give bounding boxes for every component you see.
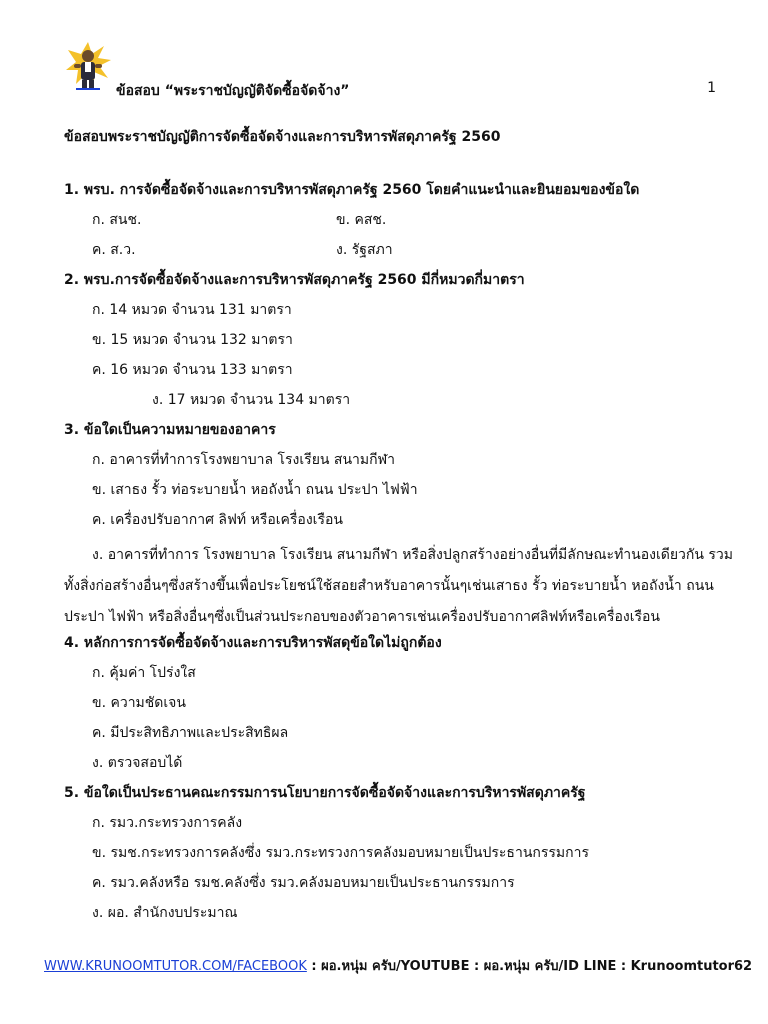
question-5: 5. ข้อใดเป็นประธานคณะกรรมการนโยบายการจัดซื้อจัดจ้างและการบริหารพัสดุภาครัฐ — [64, 785, 586, 801]
question-2-option-b: ข. 15 หมวด จำนวน 132 มาตรา — [92, 332, 293, 348]
teacher-logo-icon — [64, 40, 112, 92]
question-3-option-d: ง. อาคารที่ทำการ โรงพยาบาล โรงเรียน สนามกีฬา หรือสิ่งปลูกสร้างอย่างอื่นที่มีลักษณะทำนองเดียวกัน รวมทั้งสิ่งก่อสร้างอื่นๆซึ่งสร้างขึ้นเพื่อประโยชน์ใช้สอยสำหรับอาคารนั้นๆเช่นเสาธง รั้ว ท่อระบายน้ำ หอถังน้ำ ถนน ประปา ไฟฟ้า หรือสิ่งอื่นๆซึ่งเป็นส่วนประกอบของตัวอาคารเช่นเครื่องปรับอากาศลิฟท์หรือเครื่องเรือน — [64, 547, 734, 625]
question-2-option-c: ค. 16 หมวด จำนวน 133 มาตรา — [92, 362, 293, 378]
question-1-options-row-1 — [64, 210, 736, 240]
page-number: 1 — [707, 80, 716, 96]
header-title: ข้อสอบ “พระราชบัญญัติจัดซื้อจัดจ้าง” — [116, 83, 350, 99]
question-5-option-d: ง. ผอ. สำนักงบประมาณ — [92, 905, 238, 921]
document-title: ข้อสอบพระราชบัญญัติการจัดซื้อจัดจ้างและการบริหารพัสดุภาครัฐ 2560 — [64, 129, 501, 145]
question-4-option-c: ค. มีประสิทธิภาพและประสิทธิผล — [92, 725, 289, 741]
question-5-option-b: ข. รมช.กระทรวงการคลังซึ่ง รมว.กระทรวงการคลังมอบหมายเป็นประธานกรรมการ — [92, 845, 590, 861]
question-1-option-d: ง. รัฐสภา — [336, 242, 393, 258]
question-3: 3. ข้อใดเป็นความหมายของอาคาร — [64, 422, 276, 438]
facebook-link[interactable]: WWW.KRUNOOMTUTOR.COM/FACEBOOK — [44, 959, 307, 974]
question-1-option-b: ข. คสช. — [336, 212, 387, 228]
question-1-options-row-2 — [64, 240, 736, 270]
question-3-option-b: ข. เสาธง รั้ว ท่อระบายน้ำ หอถังน้ำ ถนน ประปา ไฟฟ้า — [92, 482, 418, 498]
question-3-option-c: ค. เครื่องปรับอากาศ ลิฟท์ หรือเครื่องเรือน — [92, 512, 343, 528]
question-5-option-a: ก. รมว.กระทรวงการคลัง — [92, 815, 243, 831]
question-1-option-a: ก. สนช. — [92, 212, 142, 228]
question-2-option-d: ง. 17 หมวด จำนวน 134 มาตรา — [152, 392, 351, 408]
question-3-option-a: ก. อาคารที่ทำการโรงพยาบาล โรงเรียน สนามกีฬา — [92, 452, 396, 468]
question-1: 1. พรบ. การจัดซื้อจัดจ้างและการบริหารพัสดุภาครัฐ 2560 โดยคำแนะนำและยินยอมของข้อใด — [64, 182, 640, 198]
question-1-option-c: ค. ส.ว. — [92, 242, 136, 258]
question-2: 2. พรบ.การจัดซื้อจัดจ้างและการบริหารพัสดุภาครัฐ 2560 มีกี่หมวดกี่มาตรา — [64, 272, 525, 288]
footer — [44, 955, 752, 976]
question-4-option-a: ก. คุ้มค่า โปร่งใส — [92, 665, 196, 681]
question-4-option-d: ง. ตรวจสอบได้ — [92, 755, 183, 771]
question-list — [64, 180, 736, 933]
footer-contact-text: : ผอ.หนุ่ม ครับ/YOUTUBE : ผอ.หนุ่ม ครับ/ID LINE : Krunoomtutor62 — [306, 959, 753, 974]
question-4: 4. หลักการการจัดซื้อจัดจ้างและการบริหารพัสดุข้อใดไม่ถูกต้อง — [64, 635, 442, 651]
question-4-option-b: ข. ความชัดเจน — [92, 695, 186, 711]
question-5-option-c: ค. รมว.คลังหรือ รมช.คลังซึ่ง รมว.คลังมอบหมายเป็นประธานกรรมการ — [92, 875, 515, 891]
question-2-option-a: ก. 14 หมวด จำนวน 131 มาตรา — [92, 302, 292, 318]
